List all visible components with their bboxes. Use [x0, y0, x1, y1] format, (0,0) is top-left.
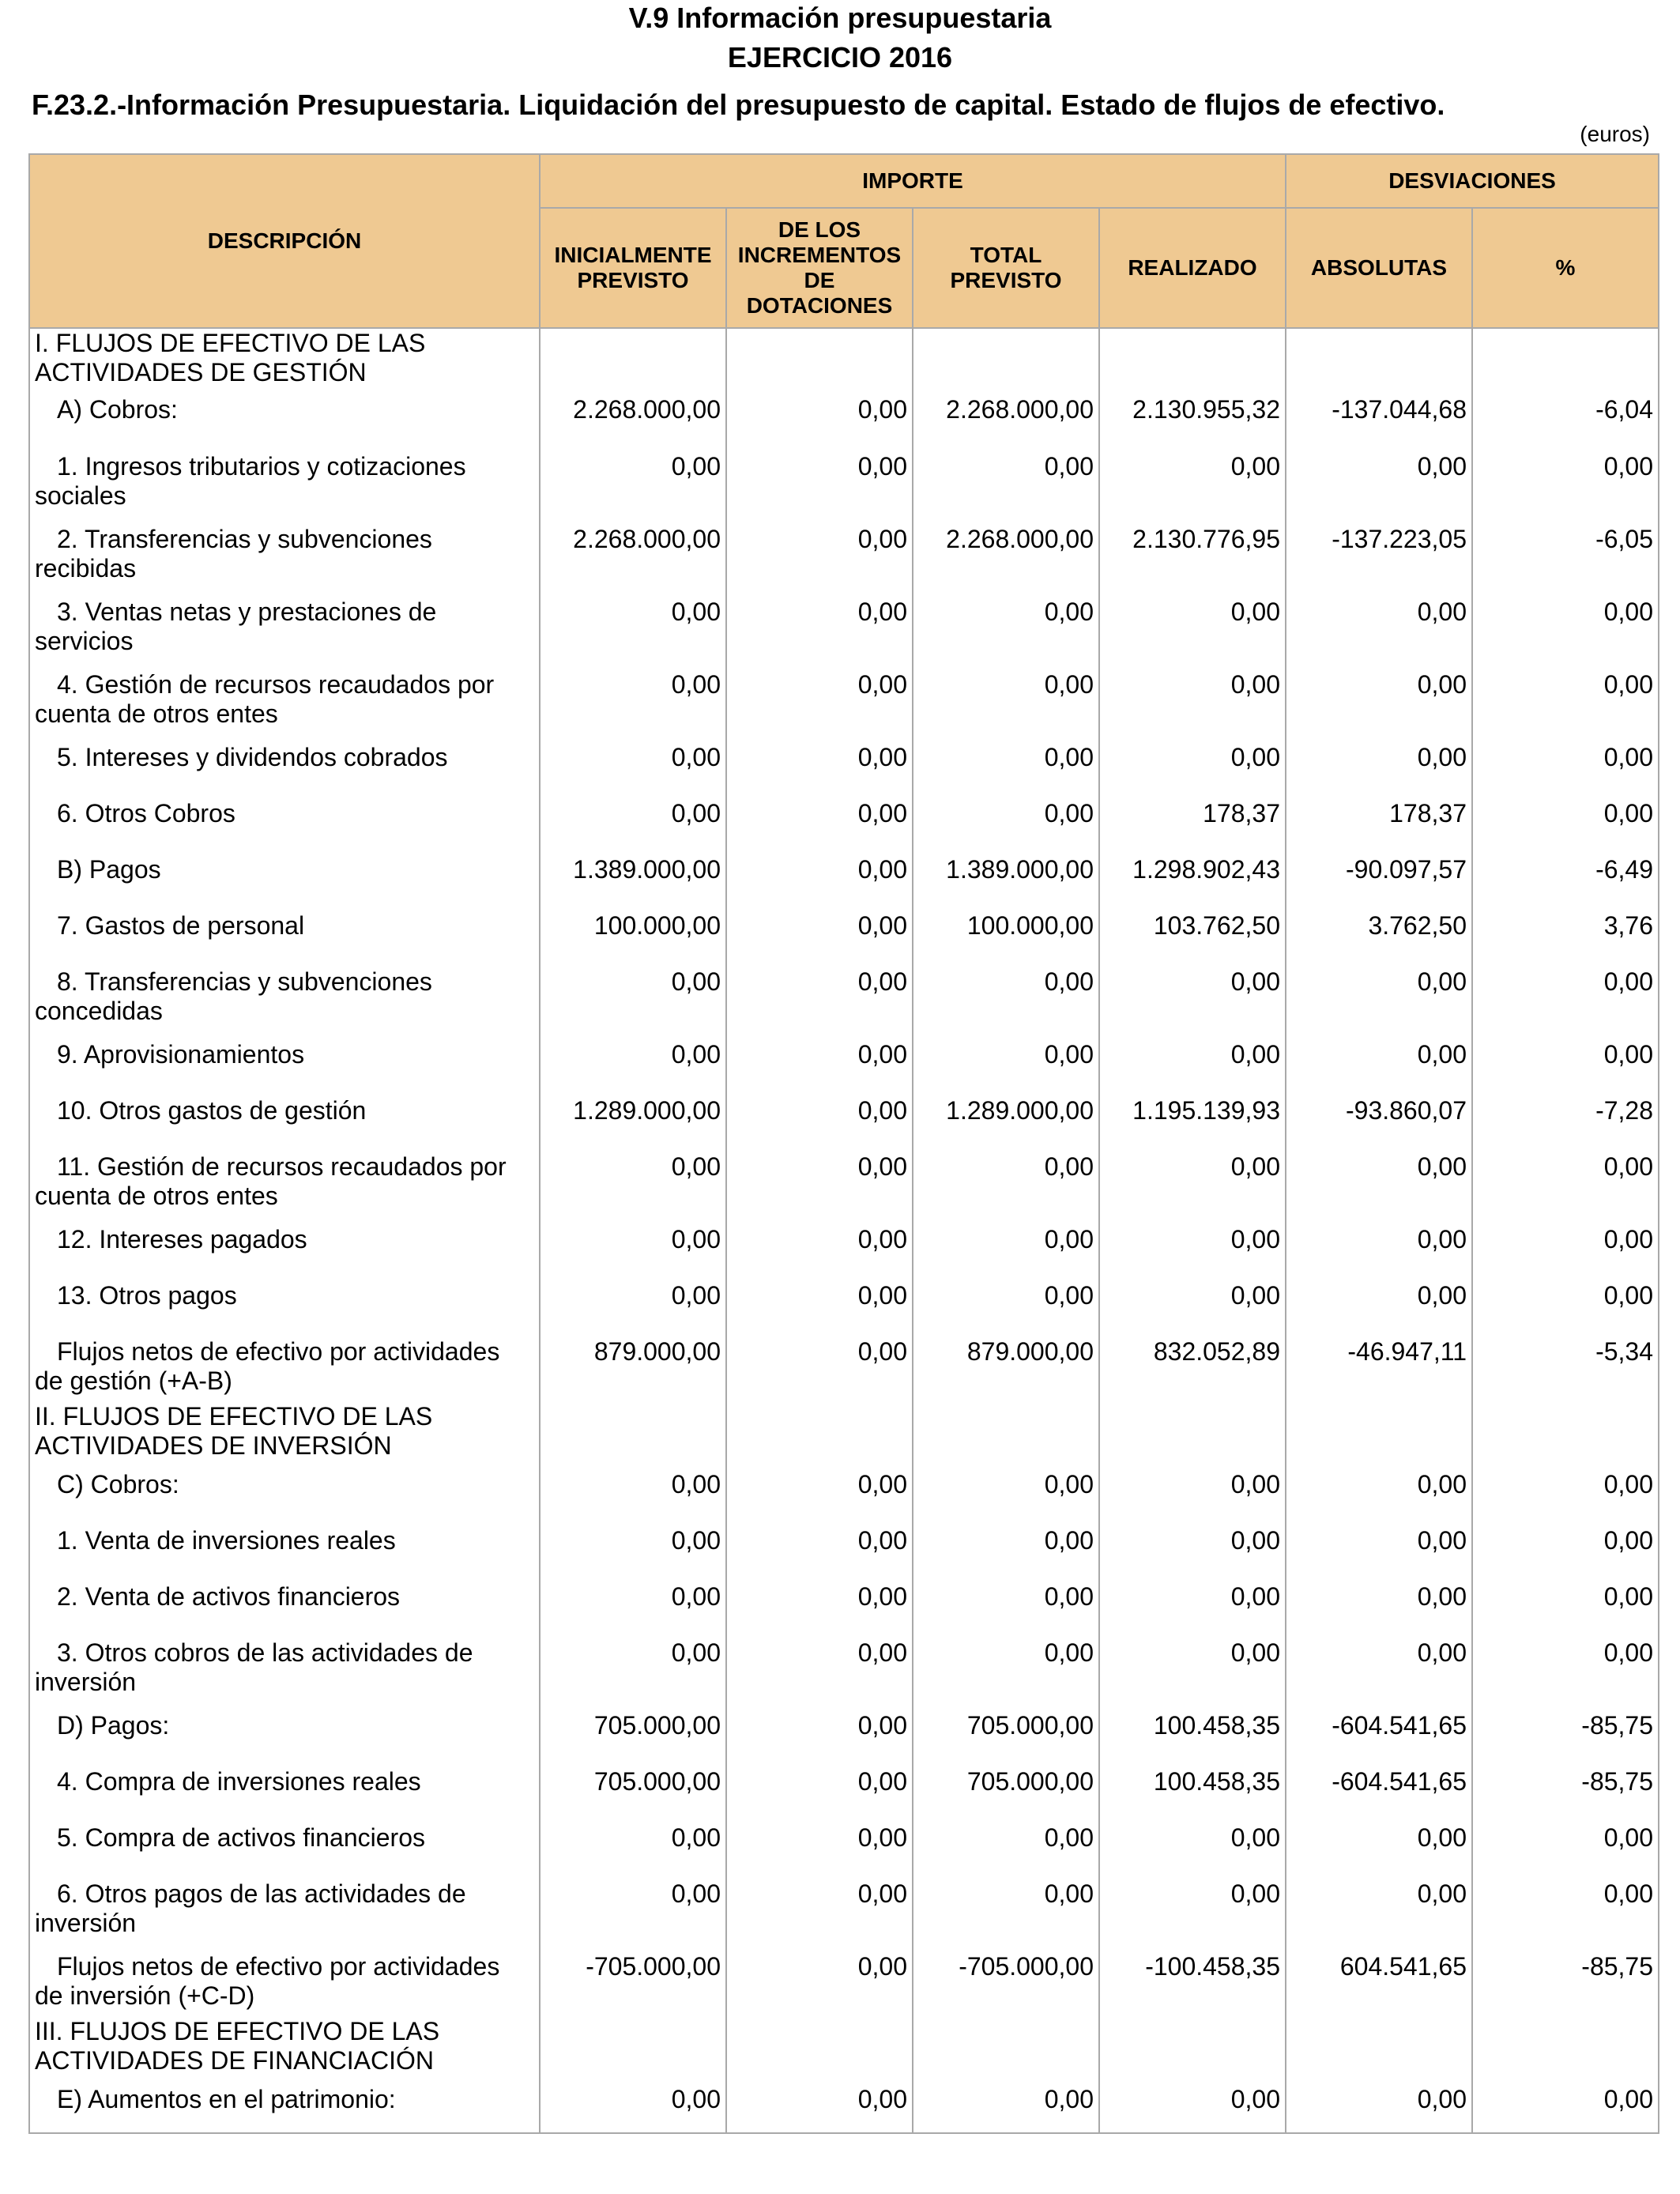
table-row [29, 662, 1659, 735]
row-value: 0,00 [726, 1273, 913, 1329]
row-value: 0,00 [540, 1273, 726, 1329]
row-value: 1.389.000,00 [913, 847, 1099, 903]
row-value: 0,00 [1286, 1872, 1472, 1944]
units-label: (euros) [1580, 122, 1650, 146]
header-total: TOTAL PREVISTO [913, 208, 1099, 328]
table-row [29, 1574, 1659, 1630]
table-row [29, 959, 1659, 1032]
row-value: 0,00 [726, 1032, 913, 1088]
row-value: -85,75 [1472, 1944, 1659, 2017]
row-value: 0,00 [913, 1574, 1099, 1630]
table-row [29, 1462, 1659, 1518]
row-label: B) Pagos [29, 847, 540, 903]
table-row [29, 517, 1659, 590]
table-row [29, 1144, 1659, 1217]
row-value: 0,00 [1286, 2077, 1472, 2133]
row-label: 2. Venta de activos financieros [29, 1574, 540, 1630]
row-label: 6. Otros pagos de las actividades de inversión [29, 1872, 540, 1944]
row-value: 2.130.776,95 [1099, 517, 1286, 590]
row-value: 0,00 [540, 1815, 726, 1872]
row-value [1286, 328, 1472, 387]
row-label: 3. Otros cobros de las actividades de inversión [29, 1630, 540, 1703]
row-value: 2.268.000,00 [913, 387, 1099, 444]
row-value: 0,00 [1472, 959, 1659, 1032]
row-value [540, 2017, 726, 2077]
row-value [1099, 1402, 1286, 1462]
row-value: 0,00 [1472, 1518, 1659, 1574]
row-value: 0,00 [726, 959, 913, 1032]
row-value [540, 1402, 726, 1462]
page-title: V.9 Información presupuestaria [628, 2, 1052, 34]
row-value: 1.289.000,00 [913, 1088, 1099, 1144]
row-value: 0,00 [726, 444, 913, 517]
table-row [29, 444, 1659, 517]
table-row [29, 1032, 1659, 1088]
table-row [29, 1703, 1659, 1759]
row-value: 0,00 [540, 1518, 726, 1574]
table-row [29, 1944, 1659, 2017]
row-value: 0,00 [726, 1088, 913, 1144]
row-value: 879.000,00 [913, 1329, 1099, 1402]
row-label: 2. Transferencias y subvenciones recibidas [29, 517, 540, 590]
row-value: 0,00 [913, 1462, 1099, 1518]
row-value: 0,00 [726, 903, 913, 959]
row-value: 0,00 [1472, 1144, 1659, 1217]
row-value: 1.289.000,00 [540, 1088, 726, 1144]
row-value: 0,00 [1472, 2077, 1659, 2133]
row-value: 0,00 [1099, 590, 1286, 662]
row-value: 1.389.000,00 [540, 847, 726, 903]
row-value: 0,00 [1286, 1217, 1472, 1273]
row-value [1472, 1402, 1659, 1462]
row-value: 0,00 [913, 959, 1099, 1032]
row-value: 0,00 [726, 590, 913, 662]
row-value: -604.541,65 [1286, 1703, 1472, 1759]
row-value: 0,00 [726, 2077, 913, 2133]
row-value: -100.458,35 [1099, 1944, 1286, 2017]
row-value: 2.268.000,00 [913, 517, 1099, 590]
header-pct: % [1472, 208, 1659, 328]
row-value [726, 1402, 913, 1462]
row-value: -85,75 [1472, 1703, 1659, 1759]
row-value: 0,00 [540, 662, 726, 735]
row-value: 103.762,50 [1099, 903, 1286, 959]
row-value: 879.000,00 [540, 1329, 726, 1402]
row-value: 0,00 [913, 735, 1099, 791]
row-value: 0,00 [1099, 735, 1286, 791]
row-value: 705.000,00 [540, 1703, 726, 1759]
row-value: 0,00 [1099, 1574, 1286, 1630]
row-value: 0,00 [1099, 1462, 1286, 1518]
row-value: 0,00 [913, 1032, 1099, 1088]
row-value: 0,00 [1286, 1462, 1472, 1518]
exercise-year: EJERCICIO 2016 [727, 41, 953, 74]
row-value [540, 328, 726, 387]
row-label: 13. Otros pagos [29, 1273, 540, 1329]
row-value: 0,00 [540, 959, 726, 1032]
row-value: 0,00 [540, 1574, 726, 1630]
row-value: 0,00 [540, 1872, 726, 1944]
row-label: E) Aumentos en el patrimonio: [29, 2077, 540, 2133]
row-value: 0,00 [1286, 735, 1472, 791]
row-label: 11. Gestión de recursos recaudados por cuenta de otros entes [29, 1144, 540, 1217]
row-value: 0,00 [1286, 1144, 1472, 1217]
row-value: 0,00 [1099, 1144, 1286, 1217]
header-incrementos: DE LOS INCREMENTOS DE DOTACIONES [726, 208, 913, 328]
cash-flow-table [28, 153, 1659, 2134]
row-value: 0,00 [1286, 662, 1472, 735]
row-value: 0,00 [540, 1032, 726, 1088]
row-value: 0,00 [1472, 1462, 1659, 1518]
row-value: 0,00 [1286, 1518, 1472, 1574]
row-value: 705.000,00 [540, 1759, 726, 1815]
row-value: 0,00 [726, 791, 913, 847]
row-label: 4. Compra de inversiones reales [29, 1759, 540, 1815]
row-value: 0,00 [1472, 1273, 1659, 1329]
row-value: 0,00 [913, 1273, 1099, 1329]
table-row [29, 735, 1659, 791]
row-value: 0,00 [1472, 1815, 1659, 1872]
row-value: 2.130.955,32 [1099, 387, 1286, 444]
row-value: 0,00 [1099, 662, 1286, 735]
row-value: 0,00 [1286, 1574, 1472, 1630]
row-label: 1. Ingresos tributarios y cotizaciones sociales [29, 444, 540, 517]
header-realizado: REALIZADO [1099, 208, 1286, 328]
row-value: 100.000,00 [540, 903, 726, 959]
row-value: -5,34 [1472, 1329, 1659, 1402]
row-value: 0,00 [1099, 1217, 1286, 1273]
row-value: 0,00 [1472, 1630, 1659, 1703]
table-row [29, 1759, 1659, 1815]
header-importe: IMPORTE [540, 154, 1286, 208]
row-value: 0,00 [913, 1518, 1099, 1574]
table-row [29, 1273, 1659, 1329]
row-value: -6,49 [1472, 847, 1659, 903]
row-value: 832.052,89 [1099, 1329, 1286, 1402]
row-value: 0,00 [913, 1217, 1099, 1273]
row-value: 0,00 [1286, 959, 1472, 1032]
row-value [913, 2017, 1099, 2077]
row-value: 0,00 [726, 662, 913, 735]
row-value: 0,00 [1472, 444, 1659, 517]
row-value: 0,00 [726, 387, 913, 444]
table-row [29, 387, 1659, 444]
row-value: 705.000,00 [913, 1703, 1099, 1759]
row-value: 3,76 [1472, 903, 1659, 959]
row-value: -6,05 [1472, 517, 1659, 590]
row-value: 0,00 [1099, 959, 1286, 1032]
header-absolutas: ABSOLUTAS [1286, 208, 1472, 328]
row-value: 0,00 [726, 1217, 913, 1273]
row-value: 705.000,00 [913, 1759, 1099, 1815]
row-value: -7,28 [1472, 1088, 1659, 1144]
row-value: 0,00 [1286, 1630, 1472, 1703]
row-value: 604.541,65 [1286, 1944, 1472, 2017]
table-row [29, 1217, 1659, 1273]
row-value: 0,00 [1472, 1574, 1659, 1630]
row-value [913, 1402, 1099, 1462]
row-label: 5. Compra de activos financieros [29, 1815, 540, 1872]
row-value: 0,00 [1472, 791, 1659, 847]
row-value: 0,00 [726, 1144, 913, 1217]
report-subtitle: F.23.2.-Información Presupuestaria. Liquidación del presupuesto de capital. Estado de flujos de efectivo. [32, 89, 1445, 121]
row-value: 100.458,35 [1099, 1759, 1286, 1815]
row-value: 178,37 [1099, 791, 1286, 847]
row-value: 0,00 [1099, 1273, 1286, 1329]
row-label: A) Cobros: [29, 387, 540, 444]
row-value: 0,00 [1472, 662, 1659, 735]
table-row [29, 1872, 1659, 1944]
table-row [29, 847, 1659, 903]
row-value: 0,00 [726, 1518, 913, 1574]
row-value: 0,00 [913, 662, 1099, 735]
row-label: Flujos netos de efectivo por actividades de gestión (+A-B) [29, 1329, 540, 1402]
section-row [29, 328, 1659, 387]
row-value [726, 2017, 913, 2077]
row-value: 0,00 [913, 791, 1099, 847]
row-value: 0,00 [726, 1630, 913, 1703]
row-value: 0,00 [1099, 1872, 1286, 1944]
row-value: 0,00 [1099, 1630, 1286, 1703]
row-value: 0,00 [540, 444, 726, 517]
row-value: 0,00 [540, 735, 726, 791]
table-body [29, 328, 1659, 2133]
row-value: 0,00 [1286, 444, 1472, 517]
row-label: 9. Aprovisionamientos [29, 1032, 540, 1088]
row-label: 8. Transferencias y subvenciones concedidas [29, 959, 540, 1032]
header-descripcion: DESCRIPCIÓN [29, 154, 540, 328]
row-value: -705.000,00 [913, 1944, 1099, 2017]
row-label: 3. Ventas netas y prestaciones de servicios [29, 590, 540, 662]
row-value: 0,00 [913, 2077, 1099, 2133]
row-label: I. FLUJOS DE EFECTIVO DE LAS ACTIVIDADES DE GESTIÓN [29, 328, 540, 387]
table-row [29, 903, 1659, 959]
row-value: 0,00 [913, 444, 1099, 517]
table-row [29, 1630, 1659, 1703]
row-value: 0,00 [540, 2077, 726, 2133]
row-value: 0,00 [1099, 1815, 1286, 1872]
row-value: 178,37 [1286, 791, 1472, 847]
row-value: -137.044,68 [1286, 387, 1472, 444]
row-value: 0,00 [1472, 1217, 1659, 1273]
row-label: 7. Gastos de personal [29, 903, 540, 959]
row-value: 0,00 [726, 1815, 913, 1872]
row-value [1286, 1402, 1472, 1462]
row-value: 0,00 [540, 1144, 726, 1217]
row-value: 0,00 [540, 1217, 726, 1273]
table-row [29, 1518, 1659, 1574]
row-value: 1.195.139,93 [1099, 1088, 1286, 1144]
section-row [29, 1402, 1659, 1462]
row-value: 2.268.000,00 [540, 387, 726, 444]
row-value: -93.860,07 [1286, 1088, 1472, 1144]
row-value: 0,00 [1472, 1872, 1659, 1944]
table-row [29, 1815, 1659, 1872]
row-value: 0,00 [726, 847, 913, 903]
row-value: -46.947,11 [1286, 1329, 1472, 1402]
row-value: 0,00 [1099, 444, 1286, 517]
row-value [1286, 2017, 1472, 2077]
row-value: 0,00 [913, 1630, 1099, 1703]
row-value: 0,00 [1472, 590, 1659, 662]
row-value: 0,00 [726, 1329, 913, 1402]
row-value: -604.541,65 [1286, 1759, 1472, 1815]
table-row [29, 791, 1659, 847]
header-inicial: INICIALMENTE PREVISTO [540, 208, 726, 328]
row-value: 0,00 [1099, 1032, 1286, 1088]
row-value [913, 328, 1099, 387]
row-value: 2.268.000,00 [540, 517, 726, 590]
row-label: 4. Gestión de recursos recaudados por cuenta de otros entes [29, 662, 540, 735]
row-value [1099, 2017, 1286, 2077]
row-value [1472, 328, 1659, 387]
row-value: 0,00 [1099, 2077, 1286, 2133]
row-value [726, 328, 913, 387]
table-row [29, 1329, 1659, 1402]
table-row [29, 590, 1659, 662]
row-value: 0,00 [1286, 1273, 1472, 1329]
row-value [1099, 328, 1286, 387]
row-value: 1.298.902,43 [1099, 847, 1286, 903]
row-value: 0,00 [913, 590, 1099, 662]
row-value: 0,00 [726, 735, 913, 791]
row-value: 0,00 [540, 791, 726, 847]
row-value: 100.000,00 [913, 903, 1099, 959]
row-label: 6. Otros Cobros [29, 791, 540, 847]
row-label: 1. Venta de inversiones reales [29, 1518, 540, 1574]
row-value: -90.097,57 [1286, 847, 1472, 903]
row-value: -6,04 [1472, 387, 1659, 444]
row-value: 100.458,35 [1099, 1703, 1286, 1759]
row-label: 5. Intereses y dividendos cobrados [29, 735, 540, 791]
row-value: 0,00 [726, 517, 913, 590]
row-label: D) Pagos: [29, 1703, 540, 1759]
row-label: Flujos netos de efectivo por actividades de inversión (+C-D) [29, 1944, 540, 2017]
row-value: 0,00 [913, 1872, 1099, 1944]
row-value: 0,00 [913, 1144, 1099, 1217]
row-value: 0,00 [726, 1574, 913, 1630]
row-value: 0,00 [1472, 1032, 1659, 1088]
row-label: 12. Intereses pagados [29, 1217, 540, 1273]
row-value: 0,00 [540, 1462, 726, 1518]
row-value: 0,00 [726, 1703, 913, 1759]
row-label: 10. Otros gastos de gestión [29, 1088, 540, 1144]
row-value: 3.762,50 [1286, 903, 1472, 959]
row-label: II. FLUJOS DE EFECTIVO DE LAS ACTIVIDADES DE INVERSIÓN [29, 1402, 540, 1462]
row-value: 0,00 [726, 1462, 913, 1518]
row-label: III. FLUJOS DE EFECTIVO DE LAS ACTIVIDADES DE FINANCIACIÓN [29, 2017, 540, 2077]
row-value: 0,00 [540, 590, 726, 662]
row-value: 0,00 [726, 1759, 913, 1815]
section-row [29, 2017, 1659, 2077]
row-value: -705.000,00 [540, 1944, 726, 2017]
table-row [29, 1088, 1659, 1144]
row-value: -137.223,05 [1286, 517, 1472, 590]
row-value: 0,00 [1286, 1815, 1472, 1872]
row-value: -85,75 [1472, 1759, 1659, 1815]
row-value: 0,00 [540, 1630, 726, 1703]
table-row [29, 2077, 1659, 2133]
row-value: 0,00 [1286, 590, 1472, 662]
row-value: 0,00 [1472, 735, 1659, 791]
row-value: 0,00 [1286, 1032, 1472, 1088]
row-value [1472, 2017, 1659, 2077]
row-value: 0,00 [913, 1815, 1099, 1872]
row-value: 0,00 [726, 1872, 913, 1944]
header-desviaciones: DESVIACIONES [1286, 154, 1659, 208]
row-value: 0,00 [1099, 1518, 1286, 1574]
row-value: 0,00 [726, 1944, 913, 2017]
row-label: C) Cobros: [29, 1462, 540, 1518]
